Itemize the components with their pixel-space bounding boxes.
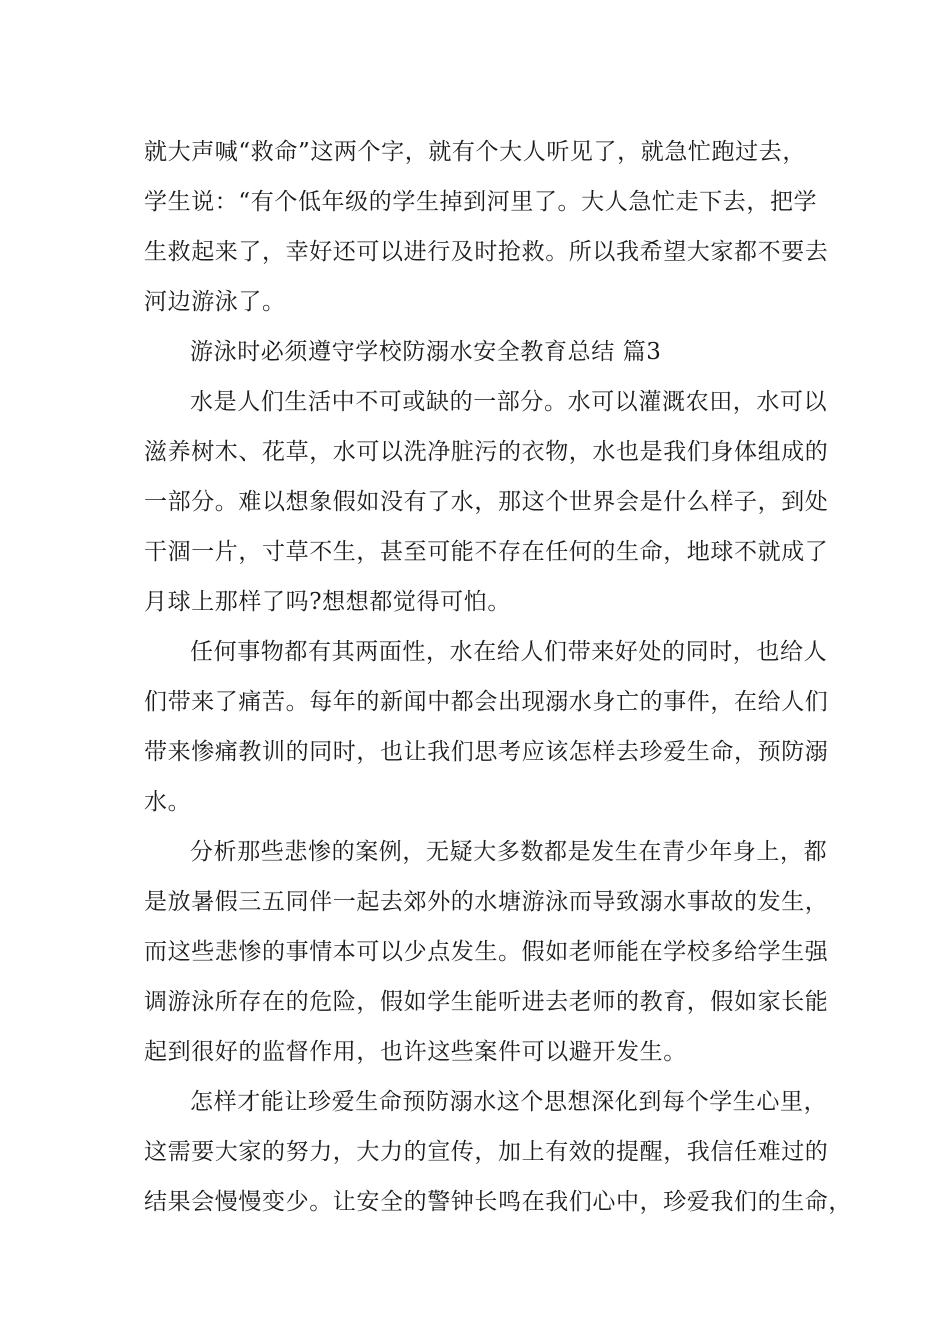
text-line: 怎样才能让珍爱生命预防溺水这个思想深化到每个学生心里， xyxy=(190,1089,828,1115)
text-line: 带来惨痛教训的同时，也让我们思考应该怎样去珍爱生命，预防溺 xyxy=(144,739,829,765)
text-line: 任何事物都有其两面性，水在给人们带来好处的同时，也给人 xyxy=(190,639,828,665)
text-line: 月球上那样了吗?想想都觉得可怕。 xyxy=(144,589,511,615)
text-line: 而这些悲惨的事情本可以少点发生。假如老师能在学校多给学生强 xyxy=(144,939,829,965)
text-line: 一部分。难以想象假如没有了水，那这个世界会是什么样子，到处 xyxy=(144,489,829,515)
text-line: 就大声喊“救命”这两个字，就有个大人听见了，就急忙跑过去， xyxy=(144,139,806,165)
text-line: 生救起来了，幸好还可以进行及时抢救。所以我希望大家都不要去 xyxy=(144,239,829,265)
section-heading: 游泳时必须遵守学校防溺水安全教育总结 篇3 xyxy=(190,339,662,365)
text-line: 们带来了痛苦。每年的新闻中都会出现溺水身亡的事件，在给人们 xyxy=(144,689,829,715)
text-line: 滋养树木、花草，水可以洗净脏污的衣物，水也是我们身体组成的 xyxy=(144,439,829,465)
text-line: 河边游泳了。 xyxy=(144,289,286,315)
text-line: 水。 xyxy=(144,789,192,815)
text-line: 结果会慢慢变少。让安全的警钟长鸣在我们心中，珍爱我们的生命， xyxy=(144,1189,852,1215)
text-line: 是放暑假三五同伴一起去郊外的水塘游泳而导致溺水事故的发生， xyxy=(144,889,829,915)
text-line: 学生说：“有个低年级的学生掉到河里了。大人急忙走下去，把学 xyxy=(144,189,818,215)
text-line: 水是人们生活中不可或缺的一部分。水可以灌溉农田，水可以 xyxy=(190,389,828,415)
text-line: 干涸一片，寸草不生，甚至可能不存在任何的生命，地球不就成了 xyxy=(144,539,829,565)
text-line: 这需要大家的努力，大力的宣传，加上有效的提醒，我信任难过的 xyxy=(144,1139,829,1165)
text-line: 分析那些悲惨的案例，无疑大多数都是发生在青少年身上，都 xyxy=(190,839,828,865)
text-line: 起到很好的监督作用，也许这些案件可以避开发生。 xyxy=(144,1039,687,1065)
text-line: 调游泳所存在的危险，假如学生能听进去老师的教育，假如家长能 xyxy=(144,989,829,1015)
